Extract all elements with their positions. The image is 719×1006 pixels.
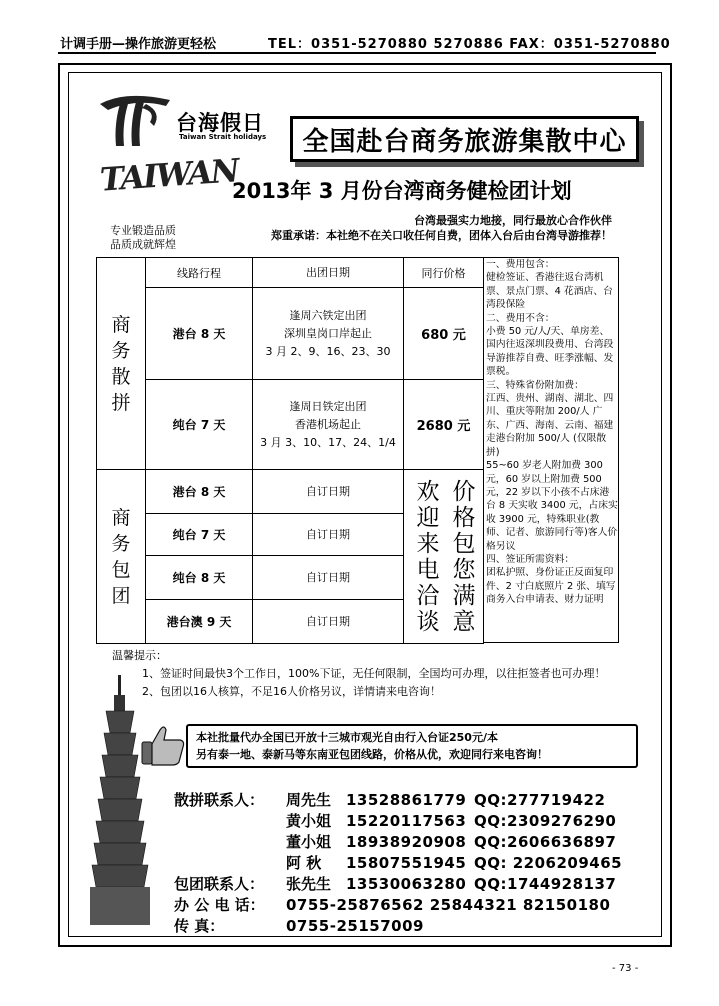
contact-qq: QQ:2309276290 — [474, 812, 617, 830]
fax-label: 传 真： — [174, 917, 225, 935]
page-header — [58, 30, 671, 54]
fee-notes — [484, 257, 619, 643]
promise-line-1: 台湾最强实力地接，同行最放心合作伙伴 — [414, 214, 612, 227]
main-title: 全国赴台商务旅游集散中心 — [302, 127, 627, 157]
route-price: 2680 元 — [404, 380, 484, 470]
office-label: 办 公 电 话： — [174, 896, 265, 914]
route-name: 港台澳 9 天 — [146, 600, 253, 644]
note-text: 团私护照、身份证正反面复印件、2 寸白底照片 2 张、填写商务入台申请表、财力证明 — [486, 567, 616, 606]
taiwan-calligraphy: TAIWAN — [98, 151, 239, 199]
contact-name: 张先生 — [286, 875, 332, 893]
note-heading: 二、费用不含： — [486, 312, 555, 324]
contact-phone: 18938920908 — [346, 833, 467, 851]
route-date: 自订日期 — [253, 600, 404, 644]
route-table — [96, 257, 484, 644]
route-date: 自订日期 — [253, 514, 404, 556]
note-heading: 一、费用包含： — [486, 259, 555, 270]
note-heading: 四、签证所需资料： — [486, 553, 575, 565]
header-price: 同行价格 — [404, 258, 484, 288]
office-phones: 0755-25876562 25844321 82150180 — [286, 896, 611, 914]
table-row — [97, 380, 484, 470]
contact-phone: 13530063280 — [346, 875, 467, 893]
contact-name: 周先生 — [286, 791, 332, 809]
promo-box — [186, 724, 638, 768]
route-name: 纯台 8 天 — [146, 556, 253, 600]
slogan-line-1: 专业锻造品质 — [110, 224, 176, 237]
header-date: 出团日期 — [253, 258, 404, 288]
price-guarantee-text: 价格包您满意 — [448, 478, 475, 635]
thumbs-up-icon — [140, 724, 186, 766]
main-title-box — [290, 116, 639, 162]
logo-text: 台海假日 — [176, 111, 264, 135]
note-text: 健检签证、香港往返台湾机票、景点门票、4 花酒店、台湾段保险 — [486, 272, 613, 311]
company-logo-icon — [96, 90, 174, 150]
route-date: 自订日期 — [253, 556, 404, 600]
route-name: 纯台 7 天 — [146, 380, 253, 470]
fax-number: 0755-25157009 — [286, 917, 424, 935]
taipei-101-icon — [84, 675, 156, 925]
note-text: 江西、贵州、湖南、湖北、四川、重庆等附加 200/人 广东、广西、海南、云南、福建走港台附加 500/人 (仅限散拼) — [486, 393, 614, 458]
promo-line-2: 另有泰一地、泰新马等东南亚包团线路，价格从优，欢迎同行来电咨询！ — [196, 748, 548, 761]
contact-phone: 13528861779 — [346, 791, 467, 809]
route-date: 逢周六铁定出团 深圳皇岗口岸起止 3 月 2、9、16、23、30 — [253, 288, 404, 380]
contact-qq: QQ:2606636897 — [474, 833, 617, 851]
contact-qq: QQ: 2206209465 — [474, 854, 623, 872]
route-name: 纯台 7 天 — [146, 514, 253, 556]
promise-line-2: 郑重承诺：本社绝不在关口收任何自费，团体入台后由台湾导游推荐！ — [271, 229, 612, 242]
contact-phone: 15220117563 — [346, 812, 467, 830]
contact-qq: QQ:1744928137 — [474, 875, 617, 893]
logo-english: Taiwan Strait holidays — [179, 133, 267, 141]
promo-line-1: 本社批量代办全国已开放十三城市观光自由行入台证250元/本 — [196, 731, 498, 744]
tip-line-1: 1、签证时间最快3个工作日，100%下证，无任何限制，全国均可办理，以往拒签者也可办理！ — [142, 667, 606, 680]
note-text: 55~60 岁老人附加费 300 元，60 岁以上附加费 500 元，22 岁以下小孩不占床港台 8 天实收 3400 元，占床实收 3900 元，特殊职业(教师、记者、旅游同行等)客人价格另议 — [486, 460, 618, 552]
route-name: 港台 8 天 — [146, 288, 253, 380]
contact-name: 阿 秋 — [286, 854, 322, 872]
slogan-line-2: 品质成就辉煌 — [110, 238, 176, 251]
route-date: 逢周日铁定出团 香港机场起止 3 月 3、10、17、24、1/4 — [253, 380, 404, 470]
contact-name: 黄小姐 — [286, 812, 332, 830]
header-contact: TEL：0351-5270880 5270886 FAX：0351-5270880 — [268, 37, 671, 52]
tips-heading: 温馨提示： — [112, 649, 167, 662]
welcome-text: 欢迎来电洽谈 — [412, 478, 439, 635]
note-heading: 三、特殊省份附加费： — [486, 379, 584, 391]
table-row — [97, 470, 484, 514]
welcome-cell — [404, 470, 484, 644]
header-route: 线路行程 — [146, 258, 253, 288]
tips-section — [112, 647, 642, 701]
plan-subtitle: 2013年 3 月份台湾商务健检团计划 — [232, 179, 572, 203]
category-fit: 商 务 散 拼 — [97, 258, 146, 470]
route-name: 港台 8 天 — [146, 470, 253, 514]
route-date: 自订日期 — [253, 470, 404, 514]
table-row — [97, 288, 484, 380]
contact-phone: 15807551945 — [346, 854, 467, 872]
contact-qq: QQ:277719422 — [474, 791, 606, 809]
tip-line-2: 2、包团以16人核算，不足16人价格另议，详情请来电咨询！ — [142, 685, 441, 698]
contact-label: 包团联系人： — [174, 875, 265, 893]
route-price: 680 元 — [404, 288, 484, 380]
contact-name: 董小姐 — [286, 833, 332, 851]
note-text: 小费 50 元/人/天、单房差、国内往返深圳段费用、台湾段导游推荐自费、旺季涨幅、发票税。 — [486, 326, 614, 378]
category-charter: 商 务 包 团 — [97, 470, 146, 644]
page-number: - 73 - — [612, 963, 639, 974]
contact-label: 散拼联系人： — [174, 791, 265, 809]
header-tagline: 计调手册—操作旅游更轻松 — [60, 37, 217, 52]
